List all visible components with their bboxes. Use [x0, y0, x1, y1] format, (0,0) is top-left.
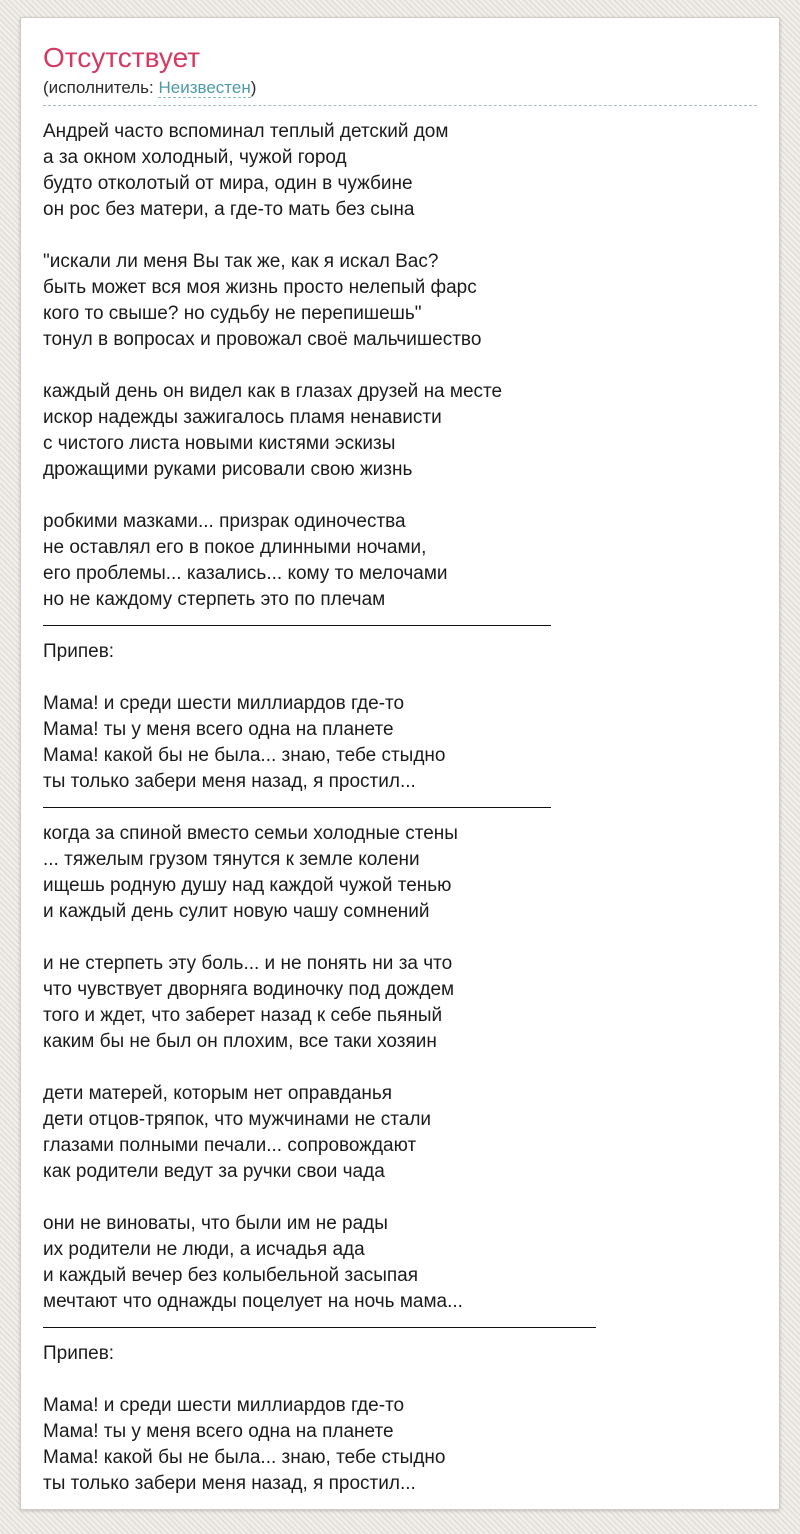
lyric-line: Мама! какой бы не была... знаю, тебе стыдно — [43, 745, 446, 766]
lyric-line: а за окном холодный, чужой город — [43, 147, 347, 168]
artist-suffix: ) — [250, 78, 257, 97]
lyric-line: ты только забери меня назад, я простил... — [43, 771, 416, 792]
verse-stanza — [43, 1081, 757, 1185]
lyric-line: дрожащими руками рисовали свою жизнь — [43, 459, 413, 480]
lyric-line: что чувствует дворняга водиночку под дождем — [43, 979, 455, 1000]
verse-stanza — [43, 379, 757, 483]
lyric-line: и не стерпеть эту боль... и не понять ни за что — [43, 953, 453, 974]
verse-stanza — [43, 249, 757, 353]
lyric-line: Мама! и среди шести миллиардов где-то — [43, 1395, 405, 1416]
lyric-line: ты только забери меня назад, я простил... — [43, 1473, 416, 1494]
lyric-line: ищешь родную душу над каждой чужой тенью — [43, 875, 452, 896]
lyric-line: не оставлял его в покое длинными ночами, — [43, 537, 427, 558]
lyric-line: Андрей часто вспоминал теплый детский дом — [43, 121, 449, 142]
lyric-line: каким бы не был он плохим, все таки хозяин — [43, 1031, 437, 1052]
verse-stanza — [43, 951, 757, 1055]
lyric-line: и каждый день сулит новую чашу сомнений — [43, 901, 430, 922]
lyric-line: его проблемы... казались... кому то мелочами — [43, 563, 448, 584]
lyric-line: Мама! и среди шести миллиардов где-то — [43, 693, 405, 714]
lyric-line: он рос без матери, а где-то мать без сына — [43, 199, 415, 220]
lyric-line: тонул в вопросах и провожал своё мальчишество — [43, 329, 482, 350]
verse-stanza — [43, 821, 757, 925]
artist-link[interactable]: Неизвестен — [158, 78, 251, 97]
lyric-line: "искали ли меня Вы так же, как я искал Вас? — [43, 251, 439, 272]
verse-stanza — [43, 509, 757, 613]
lyric-line: искор надежды зажигалось пламя ненависти — [43, 407, 442, 428]
lyric-line: ... тяжелым грузом тянутся к земле колени — [43, 849, 420, 870]
chorus-stanza — [43, 1393, 757, 1497]
verse-stanza — [43, 1211, 757, 1315]
chorus-label: Припев: — [43, 1343, 115, 1364]
lyric-line: быть может вся моя жизнь просто нелепый фарс — [43, 277, 477, 298]
lyric-line: их родители не люди, а исчадья ада — [43, 1239, 365, 1260]
lyric-line: робкими мазками... призрак одиночества — [43, 511, 406, 532]
lyric-line: как родители ведут за ручки свои чада — [43, 1161, 385, 1182]
lyric-line: Мама! какой бы не была... знаю, тебе стыдно — [43, 1447, 446, 1468]
lyric-line: каждый день он видел как в глазах друзей на месте — [43, 381, 503, 402]
lyric-line: того и ждет, что заберет назад к себе пьяный — [43, 1005, 443, 1026]
lyric-line: но не каждому стерпеть это по плечам — [43, 589, 386, 610]
lyric-line: будто отколотый от мира, один в чужбине — [43, 173, 413, 194]
lyric-line: Мама! ты у меня всего одна на планете — [43, 1421, 394, 1442]
section-divider — [43, 625, 551, 626]
song-title: Отсутствует — [43, 42, 201, 73]
lyric-line: мечтают что однажды поцелует на ночь мама... — [43, 1291, 463, 1312]
lyric-line: дети матерей, которым нет оправданья — [43, 1083, 393, 1104]
chorus-label: Припев: — [43, 641, 115, 662]
artist-line — [43, 76, 757, 99]
lyric-line: глазами полными печали... сопровождают — [43, 1135, 417, 1156]
lyric-line: кого то свыше? но судьбу не перепишешь" — [43, 303, 422, 324]
artist-prefix: (исполнитель: — [43, 78, 159, 97]
section-divider — [43, 807, 551, 808]
section-divider — [43, 1327, 596, 1328]
lyric-line: дети отцов-тряпок, что мужчинами не стали — [43, 1109, 432, 1130]
lyric-line: они не виноваты, что были им не рады — [43, 1213, 388, 1234]
chorus-stanza — [43, 691, 757, 795]
lyric-line: когда за спиной вместо семьи холодные стены — [43, 823, 458, 844]
lyric-line: и каждый вечер без колыбельной засыпая — [43, 1265, 419, 1286]
verse-stanza — [43, 119, 757, 223]
lyrics-card — [20, 17, 780, 1510]
lyrics — [43, 119, 757, 1497]
song-header — [43, 42, 757, 106]
lyric-line: Мама! ты у меня всего одна на планете — [43, 719, 394, 740]
lyric-line: с чистого листа новыми кистями эскизы — [43, 433, 396, 454]
